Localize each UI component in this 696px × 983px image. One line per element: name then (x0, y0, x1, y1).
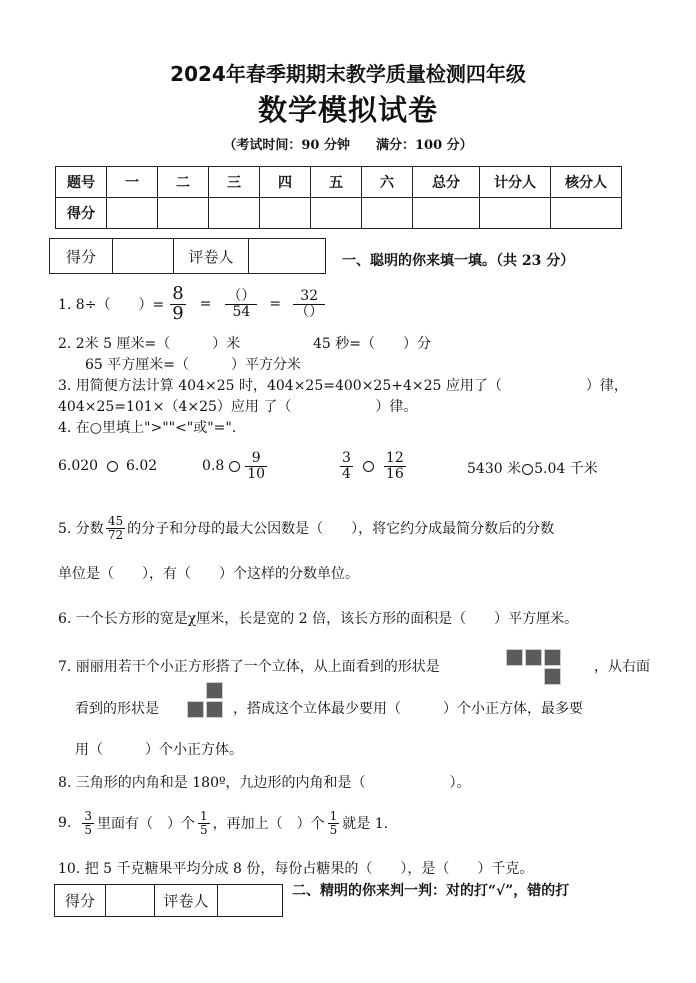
q1-fraction-1: $\frac{8}{9}$ (172, 282, 184, 324)
grader-score-cell[interactable] (113, 239, 174, 274)
q4-item-c: $\frac{3}{4}$ $\frac{12}{16}$ (342, 449, 404, 482)
compare-circle[interactable] (229, 461, 240, 472)
section1-title: 一、聪明的你来填一填。（共 23 分） (342, 253, 575, 269)
score-cell: 一 (107, 167, 158, 198)
question-10: 10. 把 5 千克糖果平均分成 8 份，每份占糖果的（ ），是（ ）千克。 (58, 861, 534, 877)
score-table-header-row (56, 167, 622, 198)
top-view-shape-icon (506, 649, 566, 689)
q1-prefix: 1. 8÷（ ）= (58, 297, 165, 313)
score-input-cell[interactable] (107, 198, 158, 229)
q1-equals: = (269, 296, 282, 312)
right-view-shape-icon (184, 682, 228, 722)
grader-score-cell[interactable] (106, 885, 155, 917)
grader-name-cell[interactable] (218, 885, 283, 917)
score-cell: 题号 (56, 167, 107, 198)
compare-circle[interactable] (363, 461, 374, 472)
grader-name-label: 评卷人 (174, 239, 249, 274)
q4-item-b: 0.8 $\frac{9}{10}$ (202, 449, 266, 482)
grader-score-label: 得分 (50, 239, 113, 274)
q7-line2-a: 看到的形状是 (75, 701, 159, 717)
section2-title: 二、精明的你来判一判：对的打“√”，错的打 (292, 883, 570, 899)
score-input-cell[interactable] (311, 198, 362, 229)
score-input-cell[interactable] (260, 198, 311, 229)
q1-equals: = (199, 296, 212, 312)
q4-item-d: 5430 米 5.04 千米 (467, 461, 598, 477)
q5-line2: 单位是（ ），有（ ）个这样的分数单位。 (58, 566, 359, 582)
grader-score-label: 得分 (55, 885, 106, 917)
question-6: 6. 一个长方形的宽是χ厘米，长是宽的 2 倍，该长方形的面积是（ ）平方厘米。 (58, 611, 579, 627)
score-input-cell[interactable] (158, 198, 209, 229)
score-input-cell[interactable] (413, 198, 480, 229)
q2-line2: 65 平方厘米=（ ）平方分米 (85, 357, 301, 373)
score-input-cell[interactable] (551, 198, 622, 229)
q4-comparisons (58, 448, 658, 484)
q7-line1: 7. 丽丽用若干个小正方形搭了一个立体，从上面看到的形状是 (58, 659, 440, 675)
grader-name-cell[interactable] (249, 239, 326, 274)
score-table (55, 166, 622, 229)
q3-line2: 404×25=101×（4×25）应用 了（ ）律。 (58, 399, 418, 415)
score-cell: 四 (260, 167, 311, 198)
score-input-cell[interactable] (209, 198, 260, 229)
q2-line1-b: 45 秒=（ ）分 (313, 336, 431, 352)
question-1 (58, 281, 325, 327)
score-cell: 三 (209, 167, 260, 198)
q7-line3: 用（ ）个小正方体。 (75, 742, 243, 758)
question-8: 8. 三角形的内角和是 180º，九边形的内角和是（ ）。 (58, 775, 471, 791)
q3-line1: 3. 用简便方法计算 404×25 时，404×25=400×25+4×25 应用了（ ）律， (58, 378, 628, 394)
q2-line1-a: 2. 2米 5 厘米=（ ）米 (58, 336, 241, 352)
compare-circle[interactable] (522, 464, 533, 475)
exam-title-line1: 2024年春季期期末教学质量检测四年级 (170, 62, 526, 86)
q4-instruction: 4. 在○里填上">""<"或"=". (58, 420, 237, 436)
q4-item-a: 6.020 6.02 (58, 458, 158, 474)
question-9: 9. $\frac{3}{5}$ 里面有（ ）个 $\frac{1}{5}$ ，再加上（ ）个 $\frac{1}{5}$ 就是 1. (58, 808, 389, 837)
score-cell: 计分人 (480, 167, 551, 198)
exam-info: （考试时间：90 分钟 满分：100 分） (223, 138, 473, 153)
exam-title-line2: 数学模拟试卷 (257, 93, 438, 127)
question-5: 5. 分数 $\frac{45}{72}$ 的分子和分母的最大公因数是（ ），将它约分成最简分数后的分数 (58, 513, 555, 542)
score-table-score-row (56, 198, 622, 229)
grader-name-label: 评卷人 (155, 885, 218, 917)
score-input-cell[interactable] (480, 198, 551, 229)
score-cell: 五 (311, 167, 362, 198)
score-row-label: 得分 (56, 198, 107, 229)
score-cell: 核分人 (551, 167, 622, 198)
q7-line1-end: ，从右面 (594, 659, 650, 675)
score-cell: 六 (362, 167, 413, 198)
q7-line2-b: ，搭成这个立体最少要用（ ）个小正方体，最多要 (233, 701, 583, 717)
q1-fraction-3[interactable]: $\frac{32}{()}$ (295, 287, 324, 320)
q1-fraction-2[interactable]: $\frac{()}{54}$ (227, 287, 256, 320)
grader-box-section2 (54, 884, 283, 917)
score-cell: 总分 (413, 167, 480, 198)
compare-circle[interactable] (107, 461, 118, 472)
grader-box-section1 (49, 238, 326, 274)
score-cell: 二 (158, 167, 209, 198)
score-input-cell[interactable] (362, 198, 413, 229)
